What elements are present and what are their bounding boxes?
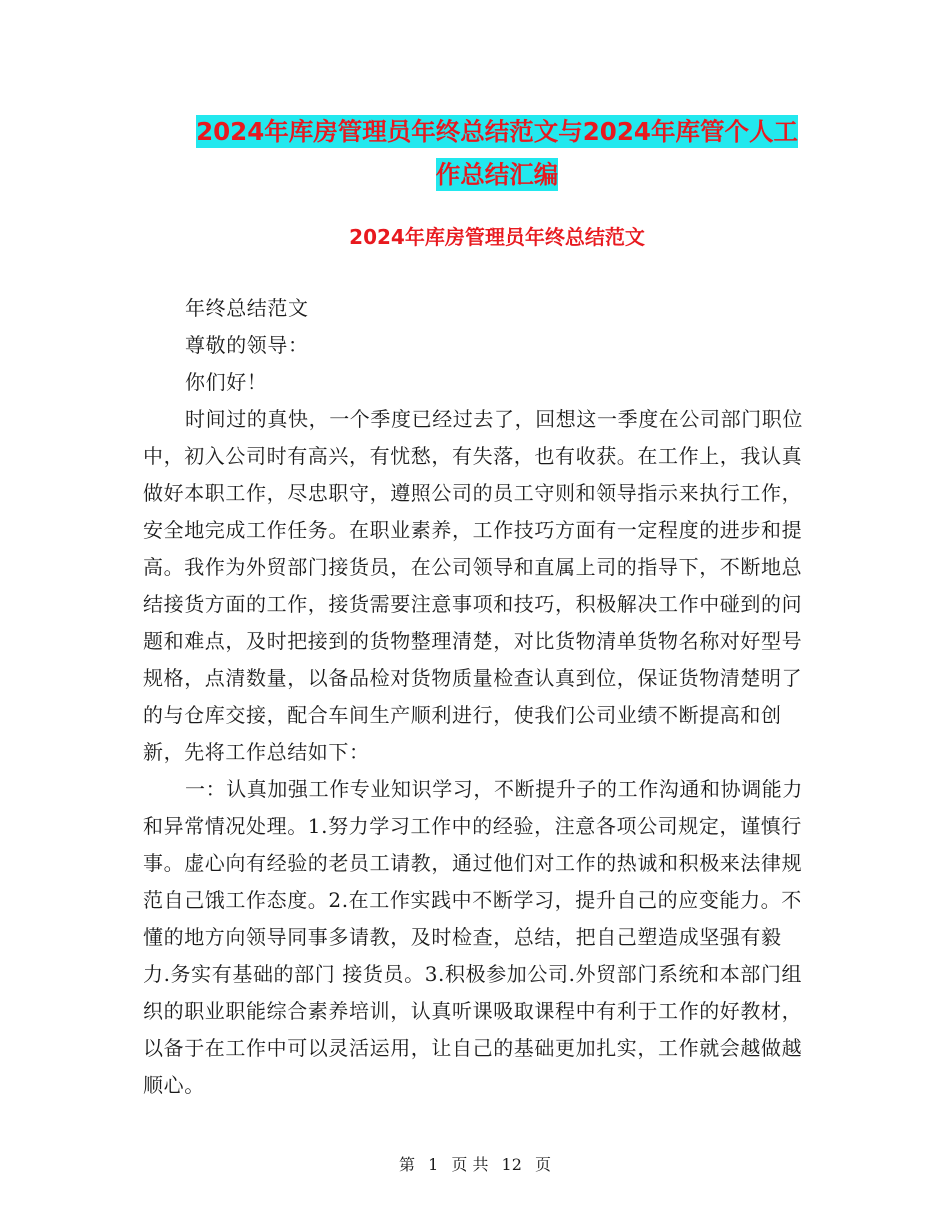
- paragraph-heading: 年终总结范文: [185, 296, 309, 320]
- document-body: [143, 290, 803, 1104]
- footer-middle: 页 共: [451, 1155, 489, 1174]
- paragraph-section-one: 一：认真加强工作专业知识学习，不断提升子的工作沟通和协调能力和异常情况处理。1.努力学习工作中的经验，注意各项公司规定，谨慎行事。虚心向有经验的老员工请教，通过他们对工作的热诚和积极来法律规范自己饿工作态度。2.在工作实践中不断学习，提升自己的应变能力。不懂的地方向领导同事多请教，及时检查，总结，把自己塑造成坚强有毅力.务实有基础的部门 接货员。3.积极参加公司.外贸部门系统和本部门组织的职业职能综合素养培训，认真听课吸取课程中有利于工作的好教材，以备于在工作中可以灵活运用，让自己的基础更加扎实，工作就会越做越顺心。: [143, 777, 803, 1097]
- page-footer: [0, 1155, 950, 1175]
- footer-prefix: 第: [398, 1155, 415, 1174]
- paragraph-intro: 时间过的真快，一个季度已经过去了，回想这一季度在公司部门职位中，初入公司时有高兴，有忧愁，有失落，也有收获。在工作上，我认真做好本职工作，尽忠职守，遵照公司的员工守则和领导指示来执行工作，安全地完成工作任务。在职业素养，工作技巧方面有一定程度的进步和提高。我作为外贸部门接货员，在公司领导和直属上司的指导下，不断地总结接货方面的工作，接货需要注意事项和技巧，积极解决工作中碰到的问题和难点，及时把接到的货物整理清楚，对比货物清单货物名称对好型号规格，点清数量，以备品检对货物质量检查认真到位，保证货物清楚明了的与仓库交接，配合车间生产顺利进行，使我们公司业绩不断提高和创新，先将工作总结如下：: [143, 407, 803, 764]
- paragraph-salutation: 尊敬的领导：: [185, 333, 309, 357]
- paragraph-greeting: 你们好！: [185, 370, 268, 394]
- footer-page-number: 1: [428, 1155, 439, 1174]
- section-title: 2024年库房管理员年终总结范文: [349, 225, 645, 249]
- footer-total-pages: 12: [501, 1155, 522, 1174]
- document-title: [140, 110, 854, 196]
- title-line-1: 2024年库房管理员年终总结范文与2024年库管个人工: [196, 117, 798, 146]
- title-line-2: 作总结汇编: [435, 160, 559, 189]
- footer-suffix: 页: [535, 1155, 552, 1174]
